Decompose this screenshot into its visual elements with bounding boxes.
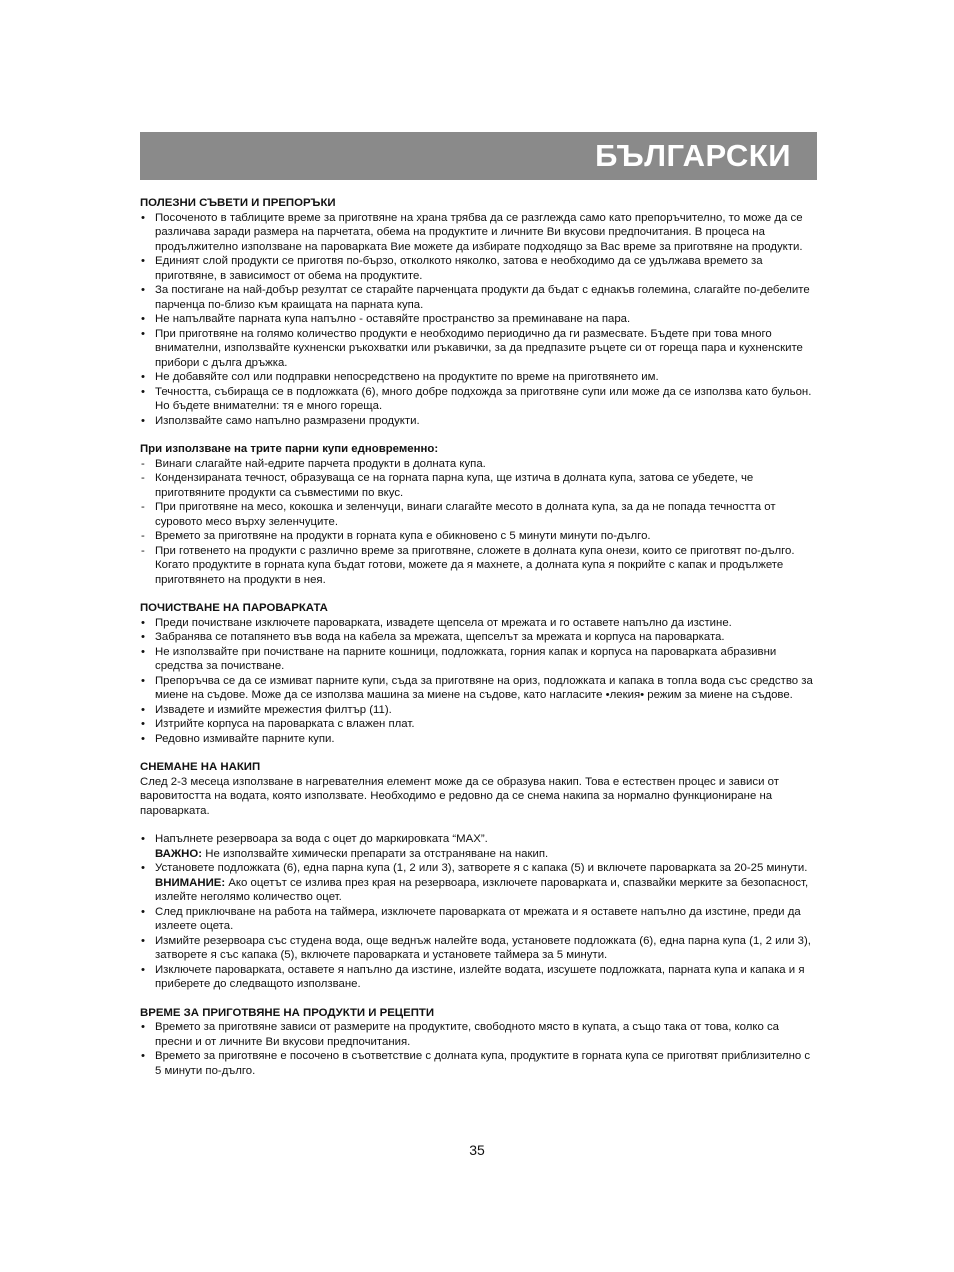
tips-list [140, 211, 817, 429]
section-three-bowls [140, 442, 817, 587]
list-item: • Извадете и измийте мрежестия филтър (11). [141, 703, 392, 716]
bullet-marker: • [141, 674, 145, 687]
section-title: При използване на трите парни купи едновременно: [140, 443, 439, 455]
bullet-marker: • [141, 963, 145, 976]
section-title: ПОЧИСТВАНЕ НА ПАРОВАРКАТА [140, 602, 328, 614]
list-item: • Не добавяйте сол или подправки непосредствено на продуктите по време на приготвянето им. [141, 371, 659, 383]
bullet-marker: • [141, 718, 145, 730]
dash-marker: - [141, 457, 145, 470]
bullet-marker: • [141, 862, 145, 874]
list-item: • Забранява се потапянето във вода на кабела за мрежата, щепселът за мрежата и корпуса на пароварката. [141, 631, 725, 643]
bullet-marker: • [141, 255, 145, 267]
list-item: • За постигане на най-добър резултат се старайте парченцата продукти да бъдат с еднакъв големина, слагайте по-дебелите парченца по-близо към краищата на парната купа. [141, 284, 810, 311]
bullet-marker: • [141, 284, 145, 296]
bullet-marker: • [141, 385, 145, 398]
list-item: - При готвенето на продукти с различно време за приготвяне, сложете в долната купа онези, които се приготвят по-дълго. Когато продуктите в горната купа бъдат готови, можете да я махнете, а долната купа я покрийте с капак и продължете приготвянето на продукти в нея. [141, 544, 795, 586]
bullet-marker: • [141, 732, 145, 745]
content [140, 196, 817, 1078]
bullet-marker: • [141, 934, 145, 947]
bullet-marker: • [141, 414, 145, 427]
three-bowls-list [140, 457, 817, 588]
dash-marker: - [141, 544, 145, 557]
bullet-marker: • [141, 905, 145, 918]
warning-label: ВНИМАНИЕ: [155, 876, 226, 889]
section-title: ВРЕМЕ ЗА ПРИГОТВЯНЕ НА ПРОДУКТИ И РЕЦЕПТИ [140, 1006, 435, 1019]
section-title: СНЕМАНЕ НА НАКИП [140, 761, 261, 773]
bullet-marker: • [141, 1050, 145, 1062]
section-recipes [140, 1006, 817, 1079]
bullet-marker: • [141, 211, 145, 224]
descaling-list [140, 832, 817, 992]
bullet-marker: • [141, 371, 145, 383]
list-item: - Времето за приготвяне на продукти в горната купа е обикновено с 5 минути минути по-дълго. [141, 530, 651, 542]
section-title: ПОЛЕЗНИ СЪВЕТИ И ПРЕПОРЪКИ [140, 197, 336, 209]
bullet-marker: • [141, 313, 145, 325]
list-item: - При приготвяне на месо, кокошка и зеленчуци, винаги слагайте месото в долната купа, за да не попада течността от суровото месо върху зеленчуците. [141, 501, 776, 528]
list-item: • При приготвяне на голямо количество продукти е необходимо периодично да ги размесвате. Бъдете при това много внимателни, използвайте кухненски ръкохватки или ръкавички, за да предпазите ръцете си от гореща пара и кухненските прибори с дълга дръжка. [141, 327, 803, 369]
section-cleaning [140, 601, 817, 746]
dash-marker: - [141, 530, 145, 542]
bullet-marker: • [141, 703, 145, 716]
list-item: • Посоченото в таблиците време за приготвяне на храна трябва да се разглежда само като препоръчително, то може да се различава заради размера на парчетата, обема на продуктите и личните Ви вкусови предпочитания. В процеса на продължително използване на пароварката Вие можете да избирате подходящо за Вас време за приготвяне на продукти. [141, 211, 803, 253]
page [140, 132, 817, 1092]
list-item: • Използвайте само напълно размразени продукти. [141, 414, 420, 427]
bullet-marker: • [141, 645, 145, 658]
list-item: • Времето за приготвяне е посочено в съответствие с долната купа, продуктите в горната купа се приготвят приблизително с 5 минути по-дълго. [141, 1050, 811, 1077]
descaling-intro: След 2-3 месеца използване в нагревателния елемент може да се образува накип. Това е естествен процес и зависи от варовитостта на водата, която използвате. Необходимо е редовно да се снема накипа за нормално функциониране на пароварката. [140, 775, 779, 817]
important-label: ВАЖНО: [155, 847, 203, 860]
list-item: • Препоръчва се да се измиват парните купи, съда за приготвяне на ориз, подложката и капака в топла вода със средство за миене на съдове. Може да се използва машина за миене на съдове, като нагласите •лекия• режим за миене на съдове. [141, 674, 813, 701]
list-item: • Течността, събираща се в подложката (6), много добре подхожда за приготвяне супи или може да се използва като бульон. Но бъдете внимателни: тя е много гореща. [141, 385, 812, 412]
page-title: БЪЛГАРСКИ [595, 138, 791, 173]
dash-marker: - [141, 472, 145, 484]
bullet-marker: • [141, 833, 145, 845]
list-item: • След приключване на работа на таймера, изключете пароварката от мрежата и я оставете напълно да изстине, преди да излеете оцета. [141, 905, 801, 932]
list-item: • Не напълвайте парната купа напълно - оставяйте пространство за преминаване на пара. [141, 313, 631, 325]
recipes-list [140, 1020, 817, 1078]
cleaning-list [140, 616, 817, 747]
list-item: • Единият слой продукти се приготвя по-бързо, отколкото няколко, затова е необходимо да се удължава времето за приготвяне, в зависимост от обема на продуктите. [141, 255, 763, 282]
list-item: • Времето за приготвяне зависи от размерите на продуктите, свободното място в купата, а също така от това, колко са пресни и от личните Ви вкусови предпочитания. [141, 1021, 780, 1048]
page-number: 35 [469, 1142, 485, 1158]
bullet-marker: • [141, 631, 145, 643]
language-banner [140, 132, 817, 180]
list-item: • Изтрийте корпуса на пароварката с влажен плат. [141, 718, 415, 730]
list-item: • Напълнете резервоара за вода с оцет до маркировката “MAX”. ВАЖНО: Не използвайте химически препарати за отстраняване на накип. [141, 833, 549, 860]
bullet-marker: • [141, 1021, 145, 1033]
list-item: • Не използвайте при почистване на парните кошници, подложката, горния капак и корпуса на пароварката абразивни средства за почистване. [141, 645, 777, 672]
bullet-marker: • [141, 616, 145, 629]
dash-marker: - [141, 501, 145, 513]
section-tips [140, 196, 817, 428]
bullet-marker: • [141, 327, 145, 340]
list-item: • Измийте резервоара със студена вода, още веднъж налейте вода, установете подложката (6), една парна купа (1, 2 или 3), затворете я със капака (5), включете пароварката и установете таймера за 5 минути. [141, 934, 811, 961]
list-item: • Преди почистване изключете пароварката, извадете щепсела от мрежата и го оставете напълно да изстине. [141, 616, 732, 629]
list-item: • Редовно измивайте парните купи. [141, 732, 335, 745]
section-descaling [140, 760, 817, 992]
list-item: - Винаги слагайте най-едрите парчета продукти в долната купа. [141, 457, 486, 470]
list-item: • Изключете пароварката, оставете я напълно да изстине, излейте водата, изсушете подложката, парната купа и капака и я приберете до следващото използване. [141, 963, 805, 990]
list-item: • Установете подложката (6), една парна купа (1, 2 или 3), затворете я с капака (5) и включете пароварката за 20-25 минути. ВНИМАНИЕ: Ако оцетът се излива през края на резервоара, изключете пароварката и, спазвайки мерките за безопасност, излейте неголямо количество оцет. [141, 862, 809, 903]
list-item: - Кондензираната течност, образуваща се на горната парна купа, ще изтича в долната купа, затова се убедете, че приготвяните продукти са съвместими по вкус. [141, 472, 754, 499]
